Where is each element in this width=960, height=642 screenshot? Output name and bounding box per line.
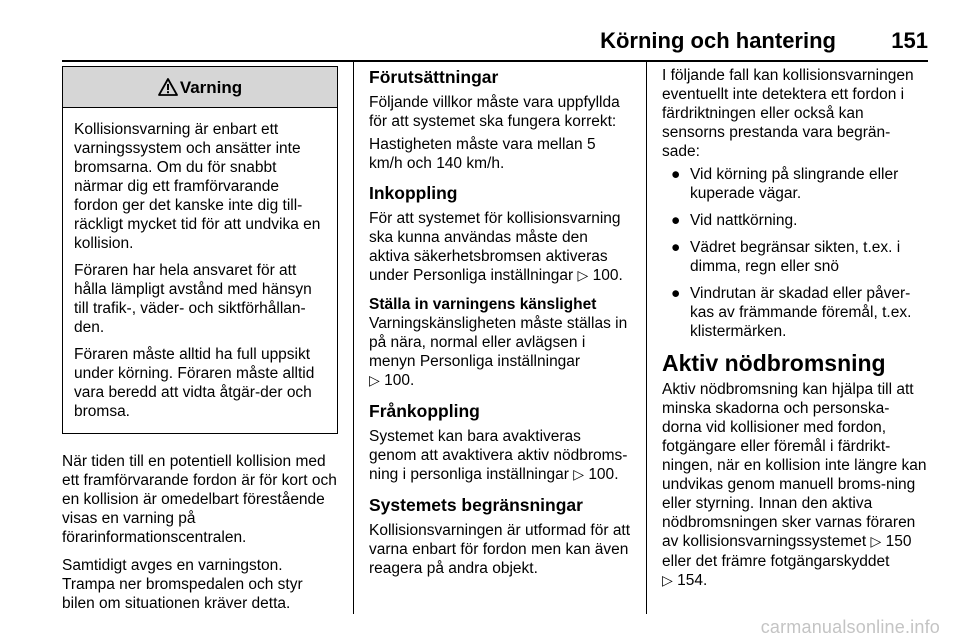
warning-header [63, 67, 337, 108]
page-ref-arrow-icon: ▷ [577, 268, 589, 284]
conditions-list [662, 165, 928, 341]
page-header [62, 22, 928, 62]
list-item: ● Vid nattkörning. [671, 212, 798, 229]
column-3: I följande fall kan kollisionsvarningen eventuellt inte detektera ett fordon i färdriktningen eller också kan sensorns prestanda vara begrän-sade: ● Vid körning på slingrande eller kuperade vägar. ● Vid nattkörning. ● Vädret begränsar sikten, t.ex. i dimma, regn eller snö ● Vindrutan är skadad eller påver-kas av främmande föremål, t.ex. klistermärken. Aktiv nödbromsning Aktiv nödbromsning kan hjälpa till att minska skadorna och personska-dorna vid kollisioner med fordon, fotgängare eller föremål i färdrikt-ningen, när en kollision inte längre kan undvikas genom manuell broms-ning eller styrning. Innan den aktiva nödbromsningen sker varnas föraren av kollisionsvarningssystemet ▷ 150 eller det främre fotgängarskyddet ▷ 154. [662, 67, 927, 589]
disengage-page-ref[interactable]: 100 [588, 466, 615, 483]
page-number: 151 [891, 28, 928, 53]
body-paragraph: När tiden till en potentiell kollision med ett framförvarande fordon är för kort och en kollision är omedelbart förestående visas en varning på förarinformationscentralen. [62, 453, 337, 546]
section-text: Aktiv nödbromsning kan hjälpa till att minska skadorna och personska-dorna vid kollisioner med fordon, fotgängare eller föremål i färdrikt-ningen, när en kollision inte längre kan undvikas genom manuell broms-ning eller styrning. Innan den aktiva nödbromsningen sker varnas föraren av kollisionsvarningssystemet [662, 381, 927, 550]
prerequisites-heading: Förutsättningar [369, 67, 499, 87]
list-item: ● Vindrutan är skadad eller påver-kas av främmande föremål, t.ex. klistermärken. [671, 285, 912, 340]
watermark: carmanualsonline.info [760, 617, 940, 637]
sensitivity-heading: Ställa in varningens känslighet [369, 296, 597, 313]
speed-range-text: Hastigheten måste vara mellan 5 km/h och 140 km/h. [369, 136, 596, 172]
prerequisites-text: Följande villkor måste vara uppfyllda för att systemet ska fungera korrekt: [369, 94, 620, 130]
list-item: ● Vädret begränsar sikten, t.ex. i dimma, regn eller snö [671, 239, 901, 275]
page-title: Körning och hantering [600, 28, 836, 53]
engage-text: För att systemet för kollisionsvarning ska kunna användas måste den aktiva säkerhetsbromsen aktiveras under Personliga inställningar [369, 210, 621, 284]
list-item: ● Vid körning på slingrande eller kuperade vägar. [671, 166, 899, 202]
conditions-intro: I följande fall kan kollisionsvarningen eventuellt inte detektera ett fordon i färdriktningen eller också kan sensorns prestanda vara begrän-sade: [662, 67, 914, 160]
warning-title: Varning [179, 77, 243, 97]
sensitivity-page-ref[interactable]: 100 [384, 372, 410, 389]
warning-paragraph: Föraren måste alltid ha full uppsikt under körning. Föraren måste alltid vara beredd att vidta åtgär-der och bromsa. [74, 346, 315, 420]
section-page-ref-2[interactable]: 154 [677, 572, 703, 589]
sensitivity-text: Varningskänsligheten måste ställas in på nära, normal eller avlägsen i menyn Personliga inställningar [369, 315, 628, 370]
warning-paragraph: Kollisionsvarning är enbart ett varningssystem och ansätter inte bromsarna. Om du för snabbt närmar dig ett framförvarande fordon ger det kanske inte dig till-räckligt mycket tid för att undvika en kollision. [74, 121, 321, 252]
warning-paragraph: Föraren har hela ansvaret för att hålla lämpligt avstånd med hänsyn till trafik-, väder- och siktförhållan-den. [74, 262, 312, 336]
bullet-icon: ● [671, 239, 681, 256]
engage-heading: Inkoppling [369, 183, 458, 203]
body-paragraph: Samtidigt avges en varningston. Trampa ner bromspedalen och styr bilen om situationen kräver detta. [62, 557, 303, 612]
column-divider-2 [646, 62, 647, 614]
page-ref-arrow-icon: ▷ [870, 534, 882, 550]
bullet-icon: ● [671, 166, 681, 183]
warning-box [62, 66, 338, 434]
bullet-icon: ● [671, 285, 681, 302]
bullet-icon: ● [671, 212, 681, 229]
column-divider-1 [353, 62, 354, 614]
page-ref-arrow-icon: ▷ [573, 467, 584, 483]
section-text-2: eller det främre fotgängarskyddet [662, 553, 890, 570]
disengage-text: Systemet kan bara avaktiveras genom att avaktivera aktiv nödbroms-ning i personliga inställningar [369, 428, 628, 483]
page-ref-arrow-icon: ▷ [369, 373, 380, 389]
page-ref-arrow-icon: ▷ [662, 573, 673, 589]
column-2: Förutsättningar Följande villkor måste vara uppfyllda för att systemet ska fungera korrekt: Hastigheten måste vara mellan 5 km/h och 140 km/h. Inkoppling För att systemet för kollisionsvarning ska kunna användas måste den aktiva säkerhetsbromsen aktiveras under Personliga inställningar ▷ 100. Ställa in varningens känslighet Varningskänsligheten måste ställas in på nära, normal eller avlägsen i menyn Personliga inställningar ▷ 100. Frånkoppling Systemet kan bara avaktiveras genom att avaktivera aktiv nödbroms-ning i personliga inställningar ▷ 100. Systemets begränsningar Kollisionsvarningen är utformad för att varna enbart för fordon men kan även reagera på andra objekt. [369, 67, 631, 577]
limitations-heading: Systemets begränsningar [369, 495, 583, 515]
section-page-ref-1[interactable]: 150 [885, 533, 912, 550]
engage-page-ref[interactable]: 100 [592, 267, 619, 284]
section-heading: Aktiv nödbromsning [662, 350, 886, 376]
column-1 [62, 62, 338, 622]
warning-body [63, 108, 337, 433]
limitations-text: Kollisionsvarningen är utformad för att varna enbart för fordon men kan även reagera på andra objekt. [369, 522, 631, 577]
disengage-heading: Frånkoppling [369, 401, 480, 421]
warning-triangle-icon [158, 78, 178, 96]
